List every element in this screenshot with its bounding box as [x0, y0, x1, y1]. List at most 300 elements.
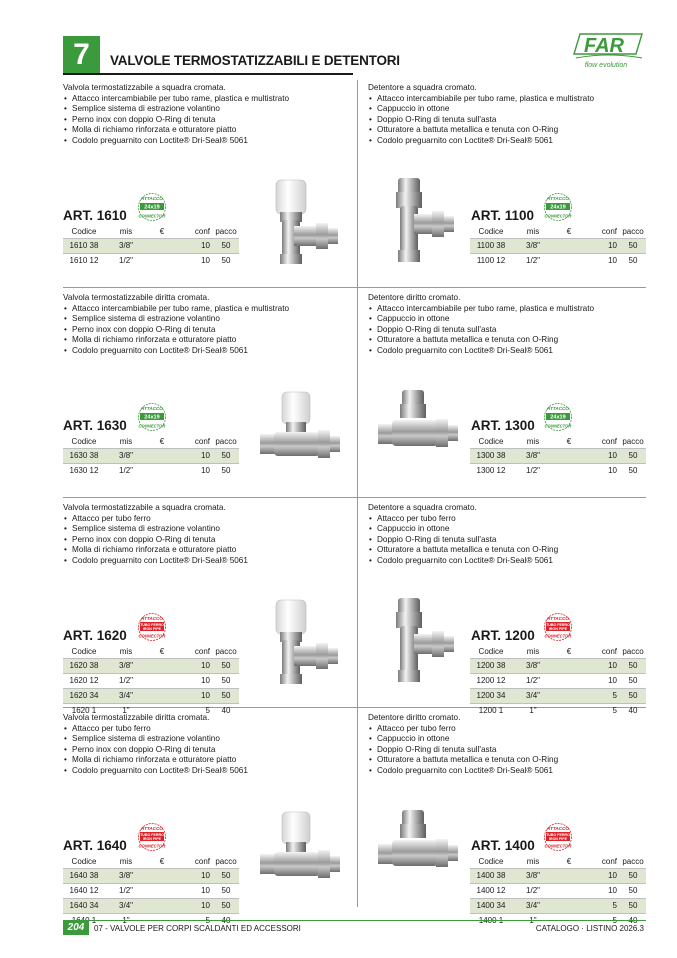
product-block [368, 713, 658, 777]
column-header-conf: conf [194, 227, 210, 237]
cell-price [554, 658, 584, 673]
cell-size: 3/8" [105, 238, 147, 253]
cell-code: 1620 34 [63, 688, 105, 703]
table-row [470, 688, 646, 703]
cell-code: 1100 38 [470, 238, 512, 253]
cell-size: 3/4" [105, 898, 147, 913]
cell-pack: 50 [213, 898, 239, 913]
column-header-size: mis [526, 227, 540, 237]
column-header-pack: pacco [622, 437, 644, 447]
cell-pack: 50 [213, 673, 239, 688]
badge-bottom-text: CONNECTOR [544, 843, 572, 849]
cell-code: 1400 38 [470, 868, 512, 883]
product-block [63, 713, 353, 777]
cell-price [554, 448, 584, 463]
cell-code: 1200 12 [470, 673, 512, 688]
cell-conf: 10 [584, 883, 620, 898]
cell-price [147, 673, 177, 688]
logo-text: FAR [584, 35, 624, 57]
feature-list [368, 304, 658, 357]
table-header-row [63, 436, 239, 448]
product-description-title: Valvola termostatizzabile diritta cromata. [63, 713, 210, 722]
column-header-price: € [159, 857, 165, 867]
feature-list [368, 514, 658, 567]
column-header-code: Codice [478, 227, 504, 237]
feature-item: • Doppio O-Ring di tenuta sull'asta [368, 115, 658, 126]
article-title: ART. 1620 [63, 628, 127, 643]
badge-bottom-text: CONNECTOR [138, 423, 166, 429]
section-number: 7 [63, 36, 100, 74]
section-title: VALVOLE TERMOSTATIZZABILI E DETENTORI [110, 53, 400, 68]
cell-code: 1400 12 [470, 883, 512, 898]
badge-bottom-text: CONNECTOR [138, 213, 166, 219]
table-row [63, 448, 239, 463]
table-header-row [470, 436, 646, 448]
cell-price [554, 673, 584, 688]
product-block [63, 503, 353, 567]
feature-item: • Attacco intercambiabile per tubo rame, plastica e multistrato [63, 94, 353, 105]
badge-top-text: ATTACCO [547, 616, 569, 621]
column-header-conf: conf [601, 857, 617, 867]
cell-price [147, 883, 177, 898]
cell-conf: 5 [584, 898, 620, 913]
feature-item: • Codolo preguarnito con Loctite® Dri-Seal® 5061 [368, 556, 658, 567]
column-header-pack: pacco [215, 437, 237, 447]
article-title: ART. 1300 [471, 418, 535, 433]
row-divider [63, 287, 646, 288]
cell-pack: 50 [213, 688, 239, 703]
feature-item: • Codolo preguarnito con Loctite® Dri-Seal® 5061 [63, 346, 353, 357]
table-row [63, 463, 239, 478]
iron-pipe-badge [137, 822, 167, 852]
cell-price [554, 883, 584, 898]
cell-price [147, 658, 177, 673]
product-block [368, 503, 658, 567]
badge-top-text: ATTACCO [141, 196, 163, 201]
cell-price [147, 253, 177, 268]
table-row [470, 463, 646, 478]
badge-mid2-text: IRON PIPE [142, 837, 162, 841]
cell-conf: 5 [177, 703, 213, 718]
cell-size: 3/4" [512, 688, 554, 703]
feature-item: • Molla di richiamo rinforzata e otturatore piatto [63, 125, 353, 136]
column-header-size: mis [119, 857, 133, 867]
cell-size: 1/2" [512, 673, 554, 688]
cell-pack: 50 [213, 868, 239, 883]
feature-item: • Cappuccio in ottone [368, 734, 658, 745]
article-title: ART. 1630 [63, 418, 127, 433]
table-header-row [63, 226, 239, 238]
cell-size: 3/8" [512, 238, 554, 253]
cell-size: 1/2" [512, 253, 554, 268]
price-table [63, 436, 239, 478]
cell-code: 1640 38 [63, 868, 105, 883]
cell-size: 3/4" [105, 688, 147, 703]
price-table [63, 226, 239, 268]
cell-price [554, 253, 584, 268]
cell-code: 1630 38 [63, 448, 105, 463]
feature-item: • Molla di richiamo rinforzata e otturatore piatto [63, 335, 353, 346]
feature-item: • Attacco per tubo ferro [368, 724, 658, 735]
feature-item: • Attacco per tubo ferro [63, 514, 353, 525]
cell-code: 1640 34 [63, 898, 105, 913]
cell-pack: 50 [620, 898, 646, 913]
column-header-pack: pacco [215, 857, 237, 867]
feature-item: • Doppio O-Ring di tenuta sull'asta [368, 745, 658, 756]
cell-pack: 50 [213, 238, 239, 253]
feature-list [63, 94, 353, 147]
table-row [470, 673, 646, 688]
column-header-price: € [159, 647, 165, 657]
article-title: ART. 1200 [471, 628, 535, 643]
cell-pack: 50 [620, 688, 646, 703]
feature-item: • Perno inox con doppio O-Ring di tenuta [63, 745, 353, 756]
cell-conf: 10 [584, 868, 620, 883]
table-row [470, 868, 646, 883]
iron-pipe-badge [543, 822, 573, 852]
table-header-row [470, 856, 646, 868]
column-header-size: mis [119, 227, 133, 237]
feature-item: • Attacco intercambiabile per tubo rame, plastica e multistrato [368, 94, 658, 105]
connector-24x19-badge [543, 402, 573, 432]
cell-code: 1200 34 [470, 688, 512, 703]
badge-bottom-text: CONNECTOR [544, 423, 572, 429]
column-header-conf: conf [194, 647, 210, 657]
price-table [470, 646, 646, 718]
feature-item: • Attacco per tubo ferro [63, 724, 353, 735]
footer-rule [63, 920, 646, 921]
column-header-code: Codice [478, 857, 504, 867]
feature-item: • Semplice sistema di estrazione volantino [63, 314, 353, 325]
article-title: ART. 1610 [63, 208, 127, 223]
header-rule [63, 73, 353, 75]
column-header-price: € [566, 437, 572, 447]
column-header-code: Codice [71, 857, 97, 867]
feature-item: • Cappuccio in ottone [368, 314, 658, 325]
article-title: ART. 1640 [63, 838, 127, 853]
cell-conf: 10 [177, 238, 213, 253]
cell-conf: 5 [584, 703, 620, 718]
feature-item: • Codolo preguarnito con Loctite® Dri-Seal® 5061 [368, 346, 658, 357]
footer-section-label: 07 - VALVOLE PER CORPI SCALDANTI ED ACCESSORI [94, 924, 301, 933]
cell-code: 1400 34 [470, 898, 512, 913]
cell-pack: 50 [620, 238, 646, 253]
badge-top-text: ATTACCO [141, 826, 163, 831]
table-header-row [470, 646, 646, 658]
feature-list [368, 94, 658, 147]
cell-conf: 10 [177, 883, 213, 898]
table-row [63, 868, 239, 883]
cell-code: 1100 12 [470, 253, 512, 268]
column-header-price: € [566, 857, 572, 867]
cell-size: 1" [512, 703, 554, 718]
cell-conf: 10 [177, 253, 213, 268]
cell-conf: 10 [177, 688, 213, 703]
feature-item: • Attacco per tubo ferro [368, 514, 658, 525]
page-number: 204 [63, 920, 89, 935]
table-row [63, 898, 239, 913]
cell-size: 3/8" [512, 448, 554, 463]
cell-price [147, 868, 177, 883]
lockshield-valve-image [372, 594, 462, 689]
column-header-code: Codice [71, 647, 97, 657]
feature-item: • Perno inox con doppio O-Ring di tenuta [63, 115, 353, 126]
table-row [470, 448, 646, 463]
cell-code: 1200 1 [470, 703, 512, 718]
cell-pack: 40 [620, 703, 646, 718]
cell-size: 1" [105, 703, 147, 718]
feature-item: • Molla di richiamo rinforzata e otturatore piatto [63, 545, 353, 556]
cell-price [147, 448, 177, 463]
table-row [63, 688, 239, 703]
table-header-row [63, 856, 239, 868]
cell-price [554, 868, 584, 883]
logo-tagline: flow evolution [584, 62, 628, 69]
badge-mid-text: 24x19 [550, 414, 566, 421]
product-description-title: Valvola termostatizzabile a squadra cromata. [63, 503, 226, 512]
lockshield-valve-image [372, 174, 462, 269]
cell-conf: 10 [584, 463, 620, 478]
cell-conf: 10 [584, 238, 620, 253]
thermostatic-valve-image [254, 594, 344, 689]
badge-mid2-text: IRON PIPE [142, 627, 162, 631]
cell-pack: 50 [213, 448, 239, 463]
table-row [63, 253, 239, 268]
badge-top-text: ATTACCO [547, 196, 569, 201]
cell-size: 1/2" [105, 673, 147, 688]
cell-pack: 50 [620, 883, 646, 898]
cell-conf: 10 [584, 448, 620, 463]
cell-size: 1/2" [512, 883, 554, 898]
badge-top-text: ATTACCO [141, 616, 163, 621]
cell-size: 3/8" [105, 448, 147, 463]
table-row [470, 238, 646, 253]
product-block [63, 83, 353, 147]
feature-item: • Perno inox con doppio O-Ring di tenuta [63, 325, 353, 336]
feature-item: • Molla di richiamo rinforzata e otturatore piatto [63, 755, 353, 766]
table-row [470, 658, 646, 673]
connector-24x19-badge [137, 192, 167, 222]
product-block [368, 293, 658, 357]
price-table [63, 856, 239, 928]
cell-conf: 10 [177, 898, 213, 913]
cell-conf: 10 [584, 658, 620, 673]
cell-size: 3/8" [512, 658, 554, 673]
lockshield-valve-image [372, 804, 462, 899]
cell-pack: 50 [213, 883, 239, 898]
cell-price [554, 688, 584, 703]
cell-conf: 10 [177, 658, 213, 673]
feature-item: • Otturatore a battuta metallica e tenuta con O-Ring [368, 755, 658, 766]
cell-code: 1630 12 [63, 463, 105, 478]
column-header-price: € [159, 437, 165, 447]
thermostatic-valve-image [254, 384, 344, 479]
table-row [470, 883, 646, 898]
cell-pack: 50 [213, 658, 239, 673]
feature-item: • Perno inox con doppio O-Ring di tenuta [63, 535, 353, 546]
column-header-conf: conf [601, 437, 617, 447]
table-row [470, 898, 646, 913]
badge-mid-text: TUBO FERRO [546, 833, 570, 837]
badge-mid-text: 24x19 [144, 414, 160, 421]
cell-size: 1/2" [512, 463, 554, 478]
lockshield-valve-image [372, 384, 462, 479]
badge-bottom-text: CONNECTOR [138, 843, 166, 849]
column-header-code: Codice [478, 647, 504, 657]
cell-conf: 10 [177, 673, 213, 688]
cell-size: 3/4" [512, 898, 554, 913]
cell-code: 1610 12 [63, 253, 105, 268]
cell-size: 1/2" [105, 253, 147, 268]
column-header-size: mis [526, 647, 540, 657]
cell-conf: 5 [584, 688, 620, 703]
badge-mid-text: 24x19 [550, 204, 566, 211]
column-header-pack: pacco [622, 227, 644, 237]
product-block [63, 293, 353, 357]
price-table [470, 856, 646, 928]
badge-bottom-text: CONNECTOR [138, 633, 166, 639]
cell-size: 1/2" [105, 883, 147, 898]
feature-item: • Otturatore a battuta metallica e tenuta con O-Ring [368, 545, 658, 556]
cell-pack: 50 [620, 463, 646, 478]
feature-item: • Attacco intercambiabile per tubo rame, plastica e multistrato [368, 304, 658, 315]
cell-code: 1620 12 [63, 673, 105, 688]
row-divider [63, 497, 646, 498]
feature-item: • Semplice sistema di estrazione volantino [63, 104, 353, 115]
cell-size: 1/2" [105, 463, 147, 478]
cell-pack: 50 [213, 463, 239, 478]
cell-code: 1200 38 [470, 658, 512, 673]
cell-code: 1620 1 [63, 703, 105, 718]
feature-list [63, 304, 353, 357]
far-logo [572, 30, 644, 70]
cell-price [147, 238, 177, 253]
cell-price [554, 898, 584, 913]
cell-size: 3/8" [105, 868, 147, 883]
table-row [63, 238, 239, 253]
product-description-title: Detentore a squadra cromato. [368, 503, 477, 512]
column-header-size: mis [526, 437, 540, 447]
badge-top-text: ATTACCO [547, 406, 569, 411]
feature-item: • Cappuccio in ottone [368, 524, 658, 535]
price-table [470, 436, 646, 478]
cell-code: 1640 12 [63, 883, 105, 898]
table-header-row [63, 646, 239, 658]
cell-conf: 10 [177, 448, 213, 463]
iron-pipe-badge [543, 612, 573, 642]
cell-pack: 40 [213, 703, 239, 718]
cell-pack: 50 [620, 658, 646, 673]
connector-24x19-badge [137, 402, 167, 432]
feature-item: • Cappuccio in ottone [368, 104, 658, 115]
cell-conf: 10 [177, 463, 213, 478]
feature-item: • Semplice sistema di estrazione volantino [63, 524, 353, 535]
feature-item: • Otturatore a battuta metallica e tenuta con O-Ring [368, 335, 658, 346]
badge-bottom-text: CONNECTOR [544, 633, 572, 639]
feature-list [368, 724, 658, 777]
product-description-title: Detentore diritto cromato. [368, 293, 461, 302]
badge-top-text: ATTACCO [547, 826, 569, 831]
table-header-row [470, 226, 646, 238]
badge-mid-text: TUBO FERRO [140, 833, 164, 837]
cell-code: 1620 38 [63, 658, 105, 673]
cell-price [147, 898, 177, 913]
feature-item: • Codolo preguarnito con Loctite® Dri-Seal® 5061 [368, 766, 658, 777]
feature-item: • Codolo preguarnito con Loctite® Dri-Seal® 5061 [63, 136, 353, 147]
cell-size: 3/8" [105, 658, 147, 673]
article-title: ART. 1400 [471, 838, 535, 853]
badge-bottom-text: CONNECTOR [544, 213, 572, 219]
feature-item: • Doppio O-Ring di tenuta sull'asta [368, 325, 658, 336]
cell-code: 1300 38 [470, 448, 512, 463]
feature-item: • Doppio O-Ring di tenuta sull'asta [368, 535, 658, 546]
column-header-pack: pacco [622, 647, 644, 657]
feature-item: • Codolo preguarnito con Loctite® Dri-Seal® 5061 [368, 136, 658, 147]
feature-item: • Semplice sistema di estrazione volantino [63, 734, 353, 745]
cell-pack: 50 [213, 253, 239, 268]
feature-list [63, 724, 353, 777]
column-divider [357, 80, 358, 907]
feature-item: • Codolo preguarnito con Loctite® Dri-Seal® 5061 [63, 766, 353, 777]
badge-mid-text: 24x19 [144, 204, 160, 211]
column-header-size: mis [119, 647, 133, 657]
connector-24x19-badge [543, 192, 573, 222]
cell-pack: 50 [620, 253, 646, 268]
product-block [368, 83, 658, 147]
cell-conf: 10 [177, 868, 213, 883]
column-header-pack: pacco [215, 227, 237, 237]
cell-size: 3/8" [512, 868, 554, 883]
cell-pack: 50 [620, 448, 646, 463]
product-description-title: Detentore a squadra cromato. [368, 83, 477, 92]
column-header-conf: conf [194, 857, 210, 867]
cell-code: 1300 12 [470, 463, 512, 478]
badge-mid2-text: IRON PIPE [548, 627, 568, 631]
column-header-price: € [566, 647, 572, 657]
cell-price [554, 238, 584, 253]
table-row [63, 883, 239, 898]
cell-conf: 10 [584, 253, 620, 268]
article-title: ART. 1100 [471, 208, 535, 223]
column-header-pack: pacco [215, 647, 237, 657]
thermostatic-valve-image [254, 804, 344, 899]
cell-price [147, 463, 177, 478]
thermostatic-valve-image [254, 174, 344, 269]
cell-pack: 50 [620, 673, 646, 688]
column-header-conf: conf [601, 647, 617, 657]
cell-price [554, 463, 584, 478]
product-description-title: Valvola termostatizzabile diritta cromata. [63, 293, 210, 302]
column-header-code: Codice [478, 437, 504, 447]
table-row [63, 658, 239, 673]
badge-mid2-text: IRON PIPE [548, 837, 568, 841]
cell-code: 1610 38 [63, 238, 105, 253]
feature-item: • Otturatore a battuta metallica e tenuta con O-Ring [368, 125, 658, 136]
column-header-conf: conf [194, 437, 210, 447]
product-description-title: Detentore diritto cromato. [368, 713, 461, 722]
column-header-pack: pacco [622, 857, 644, 867]
feature-item: • Codolo preguarnito con Loctite® Dri-Seal® 5061 [63, 556, 353, 567]
column-header-size: mis [119, 437, 133, 447]
table-row [470, 253, 646, 268]
badge-mid-text: TUBO FERRO [140, 623, 164, 627]
column-header-code: Codice [71, 437, 97, 447]
cell-conf: 10 [584, 673, 620, 688]
cell-pack: 50 [620, 868, 646, 883]
price-table [63, 646, 239, 718]
table-row [63, 673, 239, 688]
cell-price [147, 688, 177, 703]
